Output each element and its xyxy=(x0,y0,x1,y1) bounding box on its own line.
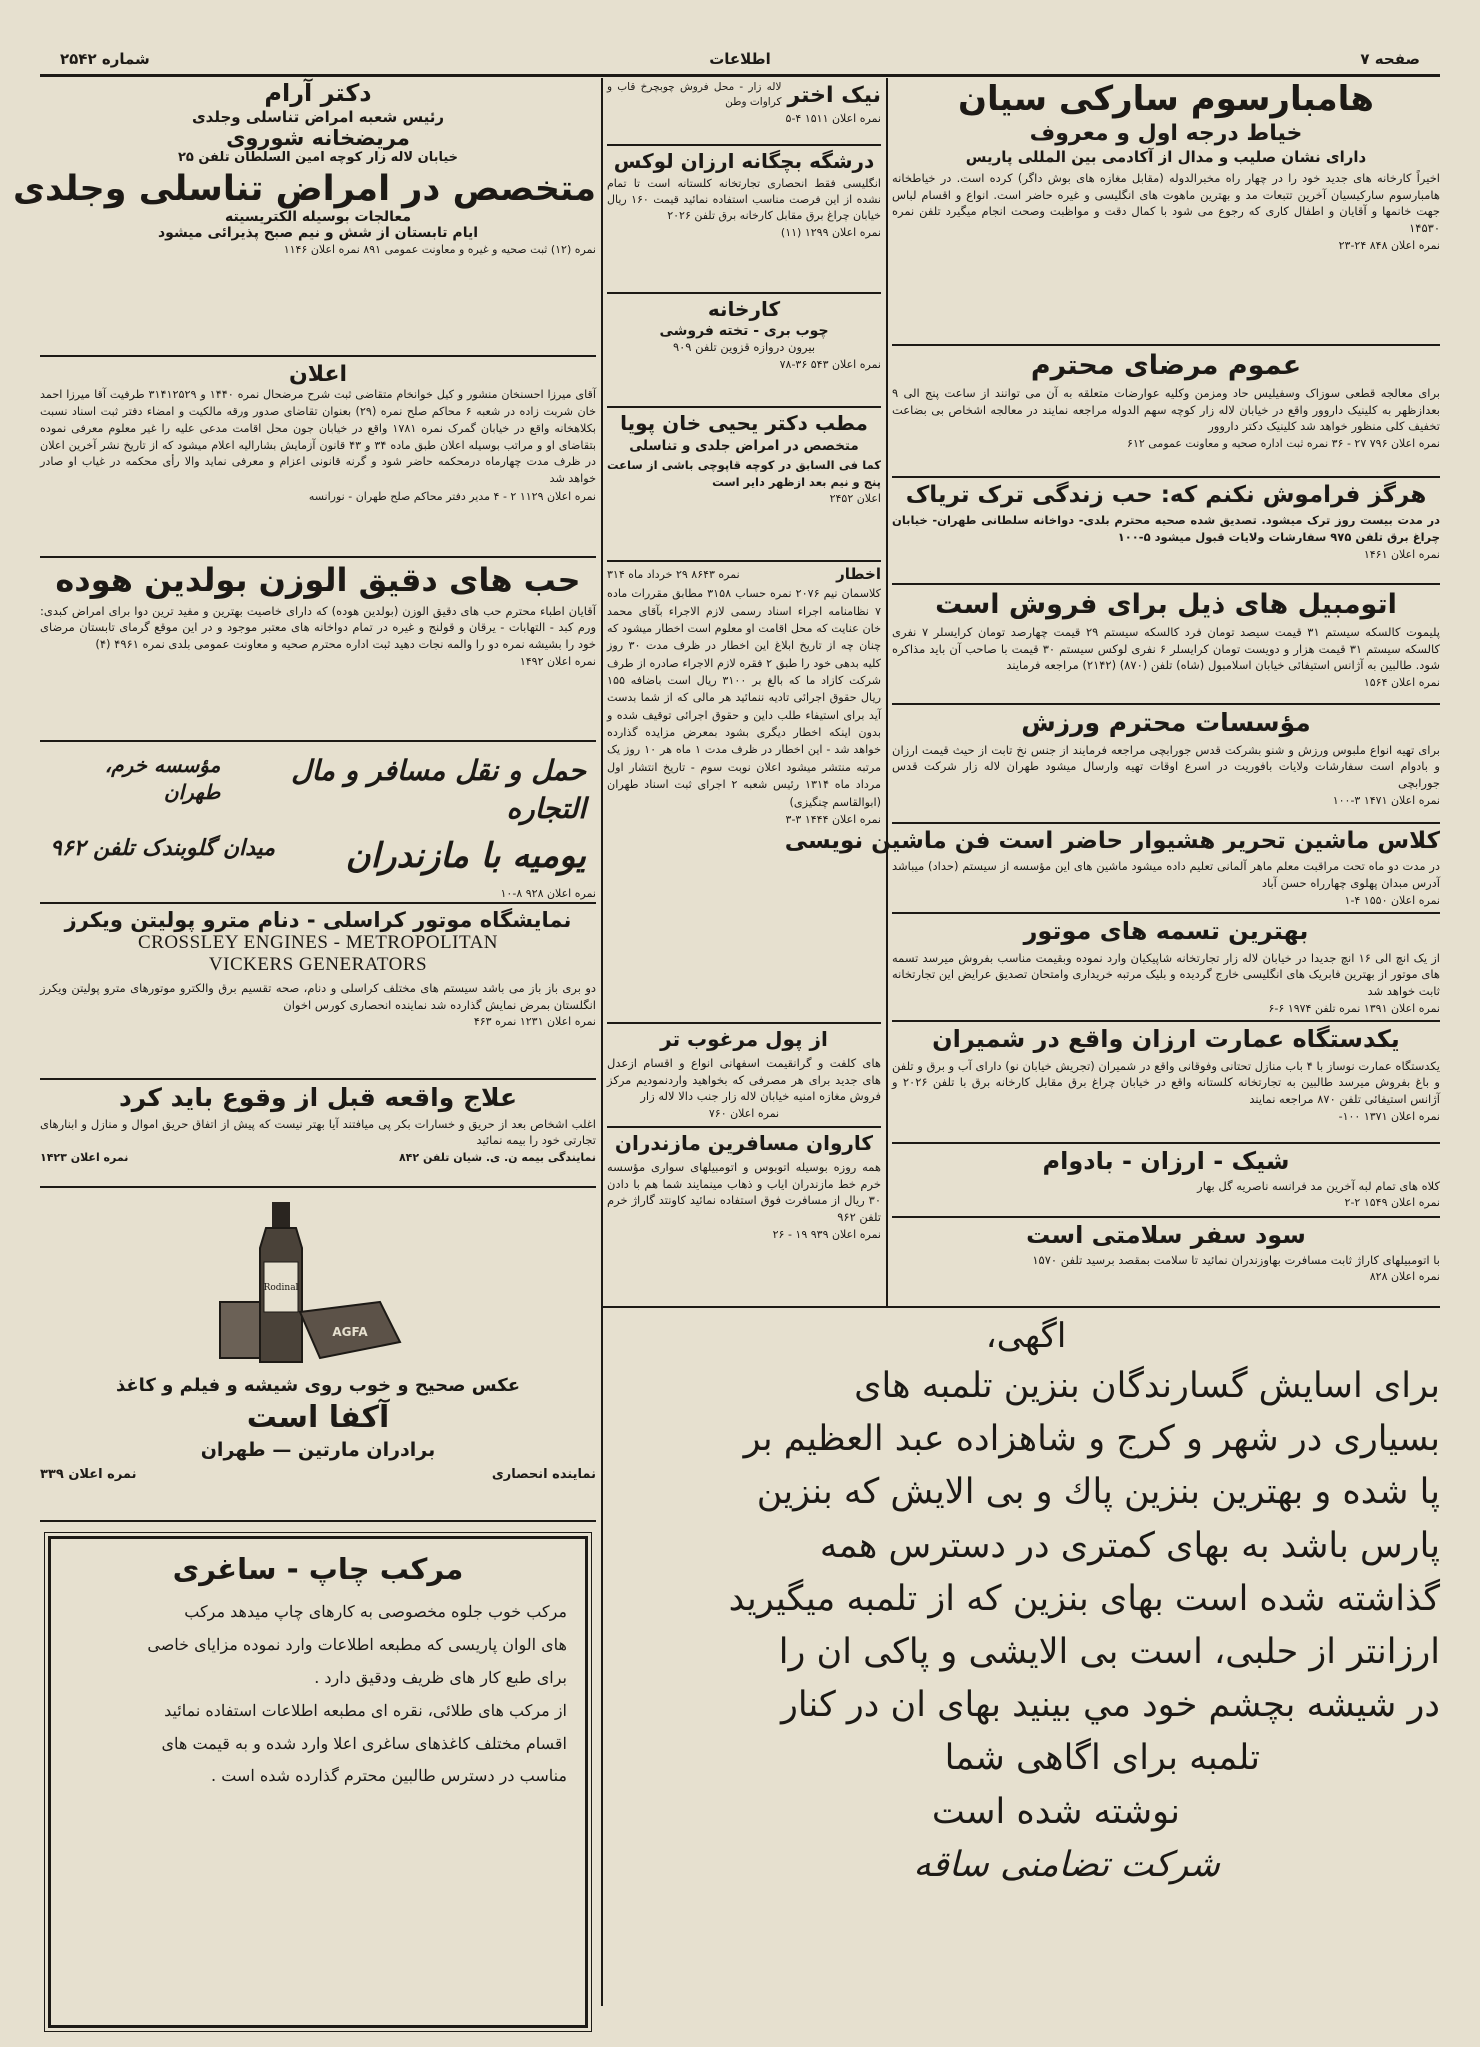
ad-title: یکدستگاه عمارت ارزان واقع در شمیران xyxy=(932,1025,1400,1053)
ad-subtitle: خیاط درجه اول و معروف xyxy=(1029,121,1303,147)
divider xyxy=(40,740,596,742)
ad-body: با اتومبیلهای کاراژ ثابت مسافرت بهاوزندران نمائید تا سلامت بمقصد برسید تلفن ۱۵۷۰ xyxy=(1032,1252,1440,1267)
ad-number: نمره اعلان ۱۴۲۳ xyxy=(40,1151,129,1165)
ad-body: همه روزه بوسیله اتوبوس و اتومبیلهای سواری مؤسسه خرم خط مازندران ایاب و ذهاب مینمایند شما هم با دادن ۳۰ ریال از مسافرت فوق استفاده نمائید کاونتد گاراژ خرم تلفن ۹۶۲ xyxy=(607,1160,881,1225)
ink-line-4: از مرکب های طلائی، نقره ای مطبعه اطلاعات استفاده نمائید xyxy=(164,1700,567,1720)
column-divider-bottom xyxy=(601,1306,603,2006)
ad-number: نمره اعلان ۵۴۳ ۳۶-۷۸ xyxy=(779,357,881,371)
nik-akhtar-ad xyxy=(607,80,881,144)
divider xyxy=(607,144,881,146)
ad-body: انگلیسی فقط انحصاری تجارتخانه کلستانه است تا تمام نشده از این فرصت مناسب استفاده نمائید قیمت ۱۶۰ ریال خیابان چراغ برق مقابل کارخانه برق تلفن ۲۰۲۶ xyxy=(607,177,881,222)
ad-title: مطب دکتر یحیی خان پویا xyxy=(620,411,868,435)
ad-title: حب های دقیق الوزن بولدین هوده xyxy=(55,561,581,599)
small-tin-icon xyxy=(220,1302,260,1358)
ad-body: دو بری باز باز می باشد سیستم های مختلف کراسلی و دنام، صحه تقسیم برق والکترو موتورهای مترو پولیتن ویکرز انگلستان بمرض نمایش گذارده شد نماینده انحصاری کورس اخوان xyxy=(40,981,596,1012)
ad-number: اعلان ۲۴۵۲ xyxy=(829,492,881,506)
ad-number: نمره اعلان ۱۴۶۱ xyxy=(1363,547,1440,561)
page-number: صفحه ۷ xyxy=(1360,50,1420,68)
ad-title: اخطار xyxy=(836,565,881,583)
ad-body: آقایان اطباء محترم حب های دقیق الوزن (بولدین هوده) که دارای خاصیت بهترین و مفید ترین دوا برای امراض کبدی: ورم کبد - التهابات - یرقان و قولنج و غیره در تمام دواخانه های معتبر موجود و در این موقع گرمای تابستان مرضای خود را بشیشه نمره دو را والمه نجات دهید ثبت اداره محترم صحیه و معاونت عمومی بلدی نمره ۴۹۶۱ (۴) xyxy=(40,603,596,652)
ad-number: نمره اعلان ۱۴۷۱ ۳-۱۰۰ xyxy=(1332,793,1440,807)
ad-subtitle: چوب بری - تخته فروشی xyxy=(659,323,829,339)
transport-line-c: مؤسسه خرم، طهران xyxy=(104,753,221,804)
rodinal-bottle-icon xyxy=(260,1202,302,1362)
pram-ad xyxy=(607,150,881,290)
gasoline-line-3: پا شده و بهترین بنزین پاك و بی الایش که بنزین xyxy=(756,1472,1440,1513)
ad-line-3: خیابان لاله زار کوچه امین السلطان تلفن ۲۵ xyxy=(177,149,459,165)
gasoline-line-5: گذاشته شده است بهای بنزین که از تلمبه میگیرید xyxy=(728,1578,1440,1619)
divider xyxy=(40,556,596,558)
column-divider-left xyxy=(601,78,603,1306)
ink-line-3: برای طبع کار های ظریف ودقیق دارد . xyxy=(314,1667,567,1687)
left-column xyxy=(12,79,597,2006)
ad-number: نمره اعلان ۸۲۸ xyxy=(1369,1270,1440,1284)
gasoline-line-2: بسیاری در شهر و کرج و شاهزاده عبد العظیم بر xyxy=(743,1419,1440,1460)
ink-line-1: مرکب خوب جلوه مخصوصی به کارهای چاپ میدهد مرکب xyxy=(184,1602,567,1622)
engines-ad xyxy=(40,908,596,1058)
warning-notice xyxy=(607,566,881,1030)
middle-column xyxy=(607,80,881,1304)
ad-title: هامبارسوم سارکی سیان xyxy=(957,79,1374,119)
ad-line-2: مریضخانه شوروی xyxy=(226,125,410,150)
divider xyxy=(892,822,1440,824)
agfa-products-illustration xyxy=(40,1192,596,1372)
ad-title: مرکب چاپ - ساغری xyxy=(172,1552,464,1586)
engines-latin-2: VICKERS GENERATORS xyxy=(208,954,428,976)
ad-body: لاله زار - محل فروش چوبچرخ قاب و کراوات وطن xyxy=(607,81,782,109)
film-box-icon xyxy=(300,1302,400,1358)
divider xyxy=(892,1020,1440,1022)
ad-title: از پول مرغوب تر xyxy=(660,1027,828,1051)
transport-line-b: یومیه با مازندران xyxy=(345,835,586,876)
divider xyxy=(607,1126,881,1128)
engines-latin-1: CROSSLEY ENGINES - METROPOLITAN xyxy=(137,932,499,954)
ink-line-2: های الوان پاریسی که مطبعه اطلاعات وارد نموده مزایای خاصی xyxy=(147,1635,567,1655)
ad-line-4: معالجات بوسیله الکتریسیته xyxy=(224,208,411,225)
divider xyxy=(892,583,1440,585)
ad-body: برای تهیه انواع ملبوس ورزش و شنو بشرکت قدس جورابچی مراجعه فرمایند از جنس نخ تابت از حیث قیمت ارزان و بادوام است سفارشات ولایات بافوریت در اسرع اوقات تهیه وارسال میشود طهران لاله زار شرکت قدس جورابچی xyxy=(892,742,1440,791)
ad-title: کاروان مسافرین مازندران xyxy=(614,1131,874,1155)
agfa-line-3: نماینده انحصاری xyxy=(491,1467,596,1483)
ad-number: نمره اعلان ۸۴۸ ۲۴-۲۳ xyxy=(1338,238,1440,252)
transport-line-a: حمل و نقل مسافر و مال التجاره xyxy=(291,754,586,825)
ad-title: دکتر آرام xyxy=(264,79,372,107)
ad-title: بهترین تسمه های موتور xyxy=(1023,917,1309,945)
gasoline-signature: شرکت تضامنی ساقه xyxy=(913,1844,1220,1885)
notice-ref: نمره ۸۶۴۳ ۲۹ خرداد ماه ۳۱۴ xyxy=(607,568,740,582)
ad-number: نمره اعلان ۱۵۶۴ xyxy=(1363,676,1440,690)
ad-number: نمره اعلان ۱۱۲۹ ۲ - ۴ مدیر دفتر محاکم صلح طهران - نورانسه xyxy=(308,490,596,504)
ad-number: نمره اعلان ۷۹۶ ۲۷ - ۳۶ نمره ثبت اداره صحیه و معاونت عمومی ۶۱۲ xyxy=(1127,437,1440,451)
travel-ad xyxy=(892,1222,1440,1306)
ad-title: آکفا است xyxy=(246,1399,390,1435)
ad-body: کلاه های تمام لبه آخرین مد فرانسه ناصریه گل بهار xyxy=(1197,1178,1440,1193)
ad-headline: متخصص در امراض تناسلی وجلدی xyxy=(12,168,596,209)
agfa-line-1: عکس صحیح و خوب روی شیشه و فیلم و کاغذ xyxy=(115,1375,521,1396)
ad-number: نمره اعلان ۱۳۷۱ ۱۰۰- xyxy=(1338,1109,1440,1123)
ad-line-5: ایام تابستان از شش و نیم صبح پذیرائی میشود xyxy=(157,224,479,241)
divider xyxy=(607,560,881,562)
ad-number: نمره اعلان ۱۵۴۹ ۲-۲ xyxy=(1344,1196,1440,1210)
divider xyxy=(607,292,881,294)
ad-body: های کلفت و گرانقیمت اسفهانی انواع و اقسام ازعدل های جدید برای هر مصرفی که بخواهید واردنمودیم مرکز فروش مغازه امنیه خیابان لاله زار جنب دالا لاله زار xyxy=(607,1056,881,1104)
ad-number: نمره اعلان ۱۵۵۰ ۴-۱ xyxy=(1344,893,1440,907)
ad-body: اغلب اشخاص بعد از حریق و خسارات بکر پی میافتند آیا بهتر نیست که پیش از اتفاق حریق اموال و منازل و ابنارهای تجارتی خود را بیمه نمائید xyxy=(40,1116,596,1148)
caravan-ad xyxy=(607,1132,881,1304)
sawmill-ad xyxy=(607,298,881,410)
tailor-ad xyxy=(892,80,1440,340)
ad-number: نمره اعلان ۱۴۹۲ xyxy=(519,654,596,668)
divider xyxy=(40,355,596,357)
ad-body: بیرون دروازه قزوین تلفن ۹۰۹ xyxy=(672,340,816,354)
issue-number: شماره ۲۵۴۲ xyxy=(60,50,150,68)
column-divider-right xyxy=(886,78,888,1306)
ad-number: نمره اعلان ۱۵۱۱ ۴-۵ xyxy=(785,112,881,126)
insurance-agent: نمایندگی بیمه ن. ی. شیان تلفن ۸۴۲ xyxy=(398,1151,596,1165)
ad-heading: اگهی، xyxy=(985,1316,1067,1356)
agfa-line-2: برادران مارتین — طهران xyxy=(200,1439,436,1462)
transport-line-d: میدان گلوبندک تلفن ۹۶۲ xyxy=(50,834,276,861)
gasoline-line-1: برای اسایش گسارندگان بنزین تلمبه های xyxy=(854,1366,1440,1406)
ad-title: درشگه بچگانه ارزان لوکس xyxy=(613,149,875,173)
divider xyxy=(892,476,1440,478)
ad-number: نمره (۱۲) ثبت صحیه و غیره و معاونت عمومی ۸۹۱ نمره اعلان ۱۱۴۶ xyxy=(283,242,596,256)
ink-line-6: مناسب در دسترس طالبین محترم گذارده شده است . xyxy=(211,1766,567,1786)
ad-title: مؤسسات محترم ورزش xyxy=(1021,708,1311,737)
dr-aram-ad xyxy=(12,79,596,350)
gasoline-line-6: ارزانتر از حلبی، است بی الایشی و پاکی ان را xyxy=(778,1631,1440,1672)
divider xyxy=(40,1186,596,1188)
gasoline-line-4: پارس باشد به بهای کمتری در دسترس همه xyxy=(819,1525,1440,1566)
ad-body: یکدستگاه عمارت نوساز با ۴ باب منازل تحتانی وفوقانی واقع در شمیران (تجریش خیابان نو) دارای آب و برق و تلفن و باغ بفروش میرسد طالبین به تجارتخانه کلستانه واقع در خیابان چراغ برق مقابل کارخانه برق با تلفن ۲۰۲۶ و آژانس استیفائی تلفن ۸۷۰ مراجعه نمایند xyxy=(892,1058,1440,1106)
ad-title: عموم مرضای محترم xyxy=(1030,350,1302,381)
divider xyxy=(607,1022,881,1024)
gasoline-line-9: نوشته شده است xyxy=(931,1791,1180,1832)
ad-body: کما فی السابق در کوچه قاپوچی باشی از ساعت پنج و نیم بعد ازظهر دایر است xyxy=(607,458,881,489)
ad-body: از یک انچ الی ۱۶ انچ جدیدا در خیابان لاله زار تجارتخانه شاپیکیان وارد نموده وبقیمت مناسب بفروش میرسد تسمه های موتور از بهترین فابریک های انگلیسی خارج گردیده و بلیک مرتبه خریداری وامتحان تصدیق عرایض این تجارتخانه ثابت خواهد شد xyxy=(892,950,1441,998)
ad-body: در مدت دو ماه تحت مراقبت معلم ماهر آلمانی تعلیم داده میشود ماشین های این مؤسسه از سیستم (حداد) میباشد آدرس مبدان پهلوی چهارراه حسن آباد xyxy=(892,859,1440,891)
ad-body: آقای میرزا احسنخان منشور و کیل خوانخام متقاضی ثبت شرح مرضحال نمره ۱۴۴۰ و ۳۱۴۱۲۵۲۹ طرفیت آقا میرزا احمد خان شربت زاده در شعبه ۶ محاکم صلح نمره (۲۹) بعنوان تقاضای صدور ورقه مالکیت و امضاء دفتر ثبت اسناد نسبت بکلاهخانه واقع در خیابان گمرک نمره ۱۷۸۱ واقع در خیابان جون محل اقامت مدعی علیه را غیر معلوم معرفی نموده بتقاضای او و مراتب بوسیله اعلان طبق ماده ۳۴ و ۴۳ قانون آزمایش بشارالیه اعلام میشود که از تاریخ نشر آخرین اعلان در ظرف مدت چهارماه درمحکمه حاضر شود و گرنه قانونی اعزام و معرفی نماید والا رأی محکمه در غیاب او صادر خواهد شد xyxy=(40,388,597,486)
ad-number: نمره اعلان ۳۳۹ xyxy=(40,1467,137,1483)
ad-body: اخیراً کارخانه های جدید خود را در چهار راه مخبرالدوله (مقابل مغازه های بوش داگر) کرده است. در خیاطخانه هامبارسوم سارکیسیان آخرین تتبعات مد و بهترین ماهوت های انگلیسی و غیره حاضر است. انواع و اقسام لباس جهت خانمها و آقایان و اطفال کاری که رجوع می شود با کمال دقت و مواظبت وصحت انجام میگیرد تلفن نمره ۱۴۵۳۰ xyxy=(892,171,1440,236)
big-ad-top-rule xyxy=(601,1306,1440,1308)
ad-title: کلاس ماشین تحریر هشیوار حاضر است فن ماشین نویسی xyxy=(784,828,1440,854)
ink-ad xyxy=(48,1536,588,2028)
ad-title: نیک اختر xyxy=(787,82,881,108)
ad-number: نمره اعلان ۷۶۰ xyxy=(708,1107,780,1121)
ad-title: سود سفر سلامتی است xyxy=(1026,1221,1306,1249)
ad-subtitle: متخصص در امراض جلدی و تناسلی xyxy=(629,438,859,454)
divider xyxy=(607,406,881,408)
header-rule xyxy=(40,74,1440,77)
ink-line-5: اقسام مختلف کاغذهای ساغری اعلا وارد شده و به قیمت های xyxy=(161,1733,567,1753)
divider xyxy=(892,1216,1440,1218)
newspaper-name: اطلاعات xyxy=(709,50,771,68)
ad-number: نمره اعلان ۹۲۸ ۸-۱۰ xyxy=(500,887,596,901)
divider xyxy=(40,1078,596,1080)
insurance-ad xyxy=(40,1084,596,1188)
box-label: AGFA xyxy=(332,1325,368,1339)
divider xyxy=(40,902,596,904)
gasoline-line-8: تلمبه برای اگاهی شما xyxy=(944,1738,1260,1779)
pills-ad xyxy=(40,562,596,740)
divider xyxy=(40,1520,596,1522)
ad-line-1: رئیس شعبه امراض تناسلی وجلدی xyxy=(191,107,445,126)
court-notice xyxy=(40,362,596,552)
agfa-ad xyxy=(40,1192,596,1532)
ad-subtitle-2: دارای نشان صلیب و مدال از آکادمی بین المللی پاریس xyxy=(965,148,1367,167)
ad-body: برای معالجه قطعی سوزاک وسفیلیس حاد ومزمن وکلیه عوارضات متعلقه به آن می توانند از ساعت پنج الی ۹ بعدازظهر به کلینیک داروور واقع در خیابان لاله زار کوچه سهم الدوله مراجعه نمایند در معالجه اشخاص بی بضاعت تخفیف کلی منظور خواهد شد کلینیک دکتر داروور xyxy=(892,386,1440,434)
divider xyxy=(892,344,1440,346)
ad-title: نمایشگاه موتور کراسلی - دنام مترو پولیتن ویکرز xyxy=(64,908,572,932)
ad-number: نمره اعلان ۱۳۹۱ نمره تلفن ۱۹۷۴ ۶-۶ xyxy=(1268,1001,1440,1015)
gasoline-ad xyxy=(612,1316,1440,2006)
ad-number: نمره اعلان ۱۲۳۱ نمره ۴۶۳ xyxy=(473,1015,596,1029)
gasoline-line-7: در شیشه بچشم خود مي بینید بهای ان در کنار xyxy=(780,1685,1440,1726)
ad-title: کارخانه xyxy=(707,297,781,321)
ad-body: پلیموت کالسکه سیستم ۳۱ قیمت سیصد تومان فرد کالسکه سیستم ۲۹ قیمت چهارصد تومان کرایسلر ۷ نفری کالسکه سیستم ۳۱ قیمت هزار و دویست تومان کرایسلر ۶ نفری لوکس سیستم ۳۰ قیمت با صاحب آن باید مذاکره شود. طالبین به آژانس استیفائی خیابان اسلامبول (شاه) تلفن (۸۷۰) (۲۱۴۲) مراجعه فرمایند xyxy=(892,625,1441,673)
ad-title: هرگز فراموش نکنم که: حب زندگی ترک تریاک xyxy=(905,482,1427,508)
divider xyxy=(892,703,1440,705)
page-header xyxy=(60,48,1420,76)
bottle-label: Rodinal xyxy=(263,1283,299,1293)
ad-number: نمره اعلان ۹۳۹ ۱۹ - ۲۶ xyxy=(772,1227,881,1241)
ad-title: اعلان xyxy=(288,362,348,387)
dr-pouya-ad xyxy=(607,412,881,552)
ad-title: شیک - ارزان - بادوام xyxy=(1042,1147,1290,1175)
ad-body: کلاسمان نیم ۲۰۷۶ نمره حساب ۳۱۵۸ مطابق مقررات ماده ۷ نظامنامه اجراء اسناد رسمی لازم الاجراء بآقای محمد خان عنایت که محل اقامت او معلوم است اخطار میشود که چنان چه از تاریخ ابلاغ این اخطار در ظرف مدت ۳۰ روز کلیه بدهی خود را طبق ۲ فقره لازم الاجراء صادره از طرف شرکت کازاد ما که بالغ بر ۳۱۰۰ ریال است باضافه ۱۵۵ ریال حقوق اجرائی تادیه ننمائید هر مالی که از شما بدست آید برای استیفاء طلب داین و حقوق اجرائی توقیف شده و بدون اینکه اخطار دیگری بشود بمعرض مزایده گذارده خواهد شد - این اخطار در ظرف مدت ۱ ماه هر ۱۰ روز یک مرتبه منتشر میشود اعلان نوبت سوم - تاریخ انتشار اول مرداد ماه ۱۳۱۴ رئیس شعبه ۲ اجرای ثبت اسناد طهران (ابوالقاسم چنگیزی) xyxy=(607,587,882,809)
ad-title: علاج واقعه قبل از وقوع باید کرد xyxy=(118,1083,518,1112)
ad-title: اتومبیل های ذیل برای فروش است xyxy=(935,589,1397,620)
ad-number: نمره اعلان ۱۲۹۹ (۱۱) xyxy=(780,225,881,239)
ad-body: در مدت بیست روز ترک میشود. تصدیق شده صحیه محترم بلدی- دواخانه سلطانی طهران- خیابان چراغ برق تلفن ۹۷۵ سفارشات ولایات قبول میشود ۵-۱۰۰ xyxy=(892,513,1440,545)
divider xyxy=(892,1142,1440,1144)
ad-number: نمره اعلان ۱۴۴۴ ۳-۳ xyxy=(785,812,881,826)
divider xyxy=(892,912,1440,914)
